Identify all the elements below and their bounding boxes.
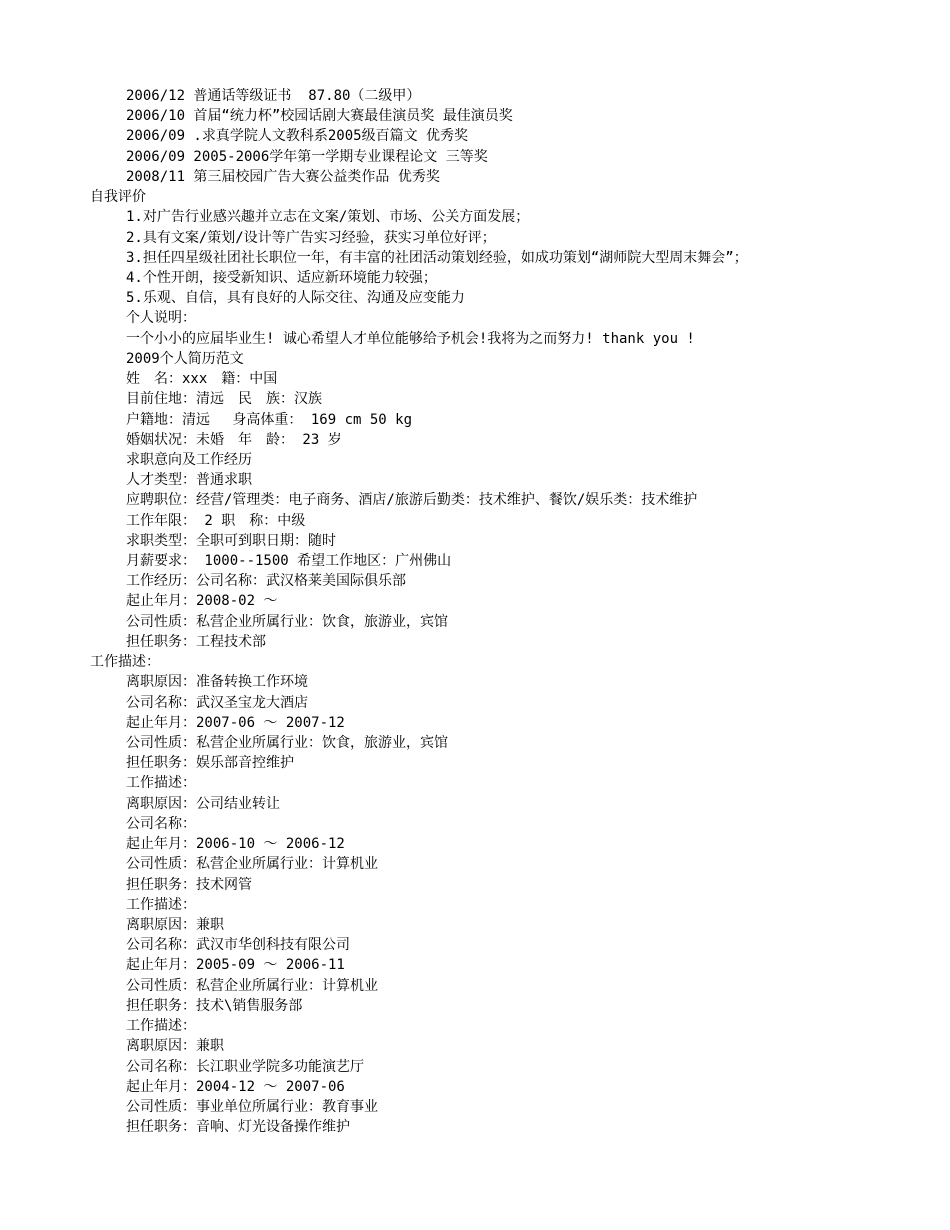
section-heading: 工作描述： <box>90 654 160 671</box>
text-line: 公司性质：事业单位所属行业：教育事业 <box>126 1098 378 1115</box>
text-line: 3.担任四星级社团社长职位一年，有丰富的社团活动策划经验，如成功策划“湖师院大型周末舞会”； <box>126 249 748 266</box>
text-line: 婚姻状况：未婚 年 龄： 23 岁 <box>126 431 342 448</box>
text-line: 一个小小的应届毕业生! 诚心希望人才单位能够给予机会!我将为之而努力! thank you ! <box>126 330 695 347</box>
text-line: 工作描述： <box>126 775 196 792</box>
text-line: 起止年月：2006-10 ～ 2006-12 <box>126 836 345 853</box>
text-line: 公司名称： <box>126 815 196 832</box>
text-line: 公司性质：私营企业所属行业：饮食，旅游业，宾馆 <box>126 735 448 751</box>
text-line: 起止年月：2007-06 ～ 2007-12 <box>126 714 345 731</box>
text-line: 公司名称：武汉市华创科技有限公司 <box>126 937 350 954</box>
text-line: 2009个人简历范文 <box>126 350 244 367</box>
section-heading: 自我评价 <box>90 189 146 206</box>
text-line: 担任职务：技术\销售服务部 <box>126 997 303 1014</box>
text-line: 起止年月：2008-02 ～ <box>126 593 278 610</box>
text-line: 工作描述： <box>126 1018 196 1035</box>
text-line: 求职意向及工作经历 <box>126 451 252 468</box>
text-line: 目前住地：清远 民 族：汉族 <box>126 391 322 408</box>
text-line: 人才类型：普通求职 <box>126 472 252 489</box>
text-line: 担任职务：技术网管 <box>126 876 252 893</box>
text-line: 应聘职位：经营/管理类：电子商务、酒店/旅游后勤类：技术维护、餐饮/娱乐类：技术维护 <box>126 492 698 509</box>
text-line: 起止年月：2005-09 ～ 2006-11 <box>126 957 345 974</box>
text-line: 2.具有文案/策划/设计等广告实习经验，获实习单位好评； <box>126 229 496 246</box>
text-line: 担任职务：娱乐部音控维护 <box>126 755 294 772</box>
text-line: 户籍地：清远 身高体重： 169 cm 50 kg <box>126 411 413 428</box>
text-line: 工作描述： <box>126 896 196 913</box>
text-line: 姓 名：xxx 籍：中国 <box>126 371 278 388</box>
text-line: 离职原因：兼职 <box>126 916 224 933</box>
text-line: 担任职务：音响、灯光设备操作维护 <box>126 1119 350 1136</box>
text-line: 2006/09 2005-2006学年第一学期专业课程论文 三等奖 <box>126 148 488 165</box>
text-line: 离职原因：公司结业转让 <box>126 795 280 812</box>
resume-document <box>0 86 950 1137</box>
text-line: 个人说明： <box>126 310 196 327</box>
text-line: 公司名称：长江职业学院多功能演艺厅 <box>126 1058 364 1075</box>
text-line: 2008/11 第三届校园广告大赛公益类作品 优秀奖 <box>126 168 440 185</box>
text-line: 月薪要求： 1000--1500 希望工作地区：广州佛山 <box>126 553 452 570</box>
text-line: 2006/10 首届“统力杯”校园话剧大赛最佳演员奖 最佳演员奖 <box>126 108 513 125</box>
text-line: 5.乐观、自信，具有良好的人际交往、沟通及应变能力 <box>126 290 465 307</box>
text-line: 求职类型：全职可到职日期：随时 <box>126 532 336 549</box>
text-line: 工作经历：公司名称：武汉格莱美国际俱乐部 <box>126 573 406 590</box>
text-line: 公司名称：武汉圣宝龙大酒店 <box>126 694 308 711</box>
text-line: 公司性质：私营企业所属行业：饮食，旅游业，宾馆 <box>126 613 448 630</box>
text-line: 担任职务：工程技术部 <box>126 633 266 650</box>
text-line: 公司性质：私营企业所属行业：计算机业 <box>126 977 378 994</box>
text-line: 离职原因：准备转换工作环境 <box>126 674 308 691</box>
text-line: 4.个性开朗，接受新知识、适应新环境能力较强； <box>126 269 437 286</box>
text-line: 离职原因：兼职 <box>126 1038 224 1055</box>
text-line: 起止年月：2004-12 ～ 2007-06 <box>126 1078 345 1095</box>
text-line: 公司性质：私营企业所属行业：计算机业 <box>126 856 378 873</box>
text-line: 1.对广告行业感兴趣并立志在文案/策划、市场、公关方面发展； <box>126 209 530 226</box>
text-line: 工作年限： 2 职 称：中级 <box>126 512 306 529</box>
text-line: 2006/12 普通话等级证书 87.80（二级甲） <box>126 88 421 104</box>
text-line: 2006/09 .求真学院人文教科系2005级百篇文 优秀奖 <box>126 128 469 145</box>
